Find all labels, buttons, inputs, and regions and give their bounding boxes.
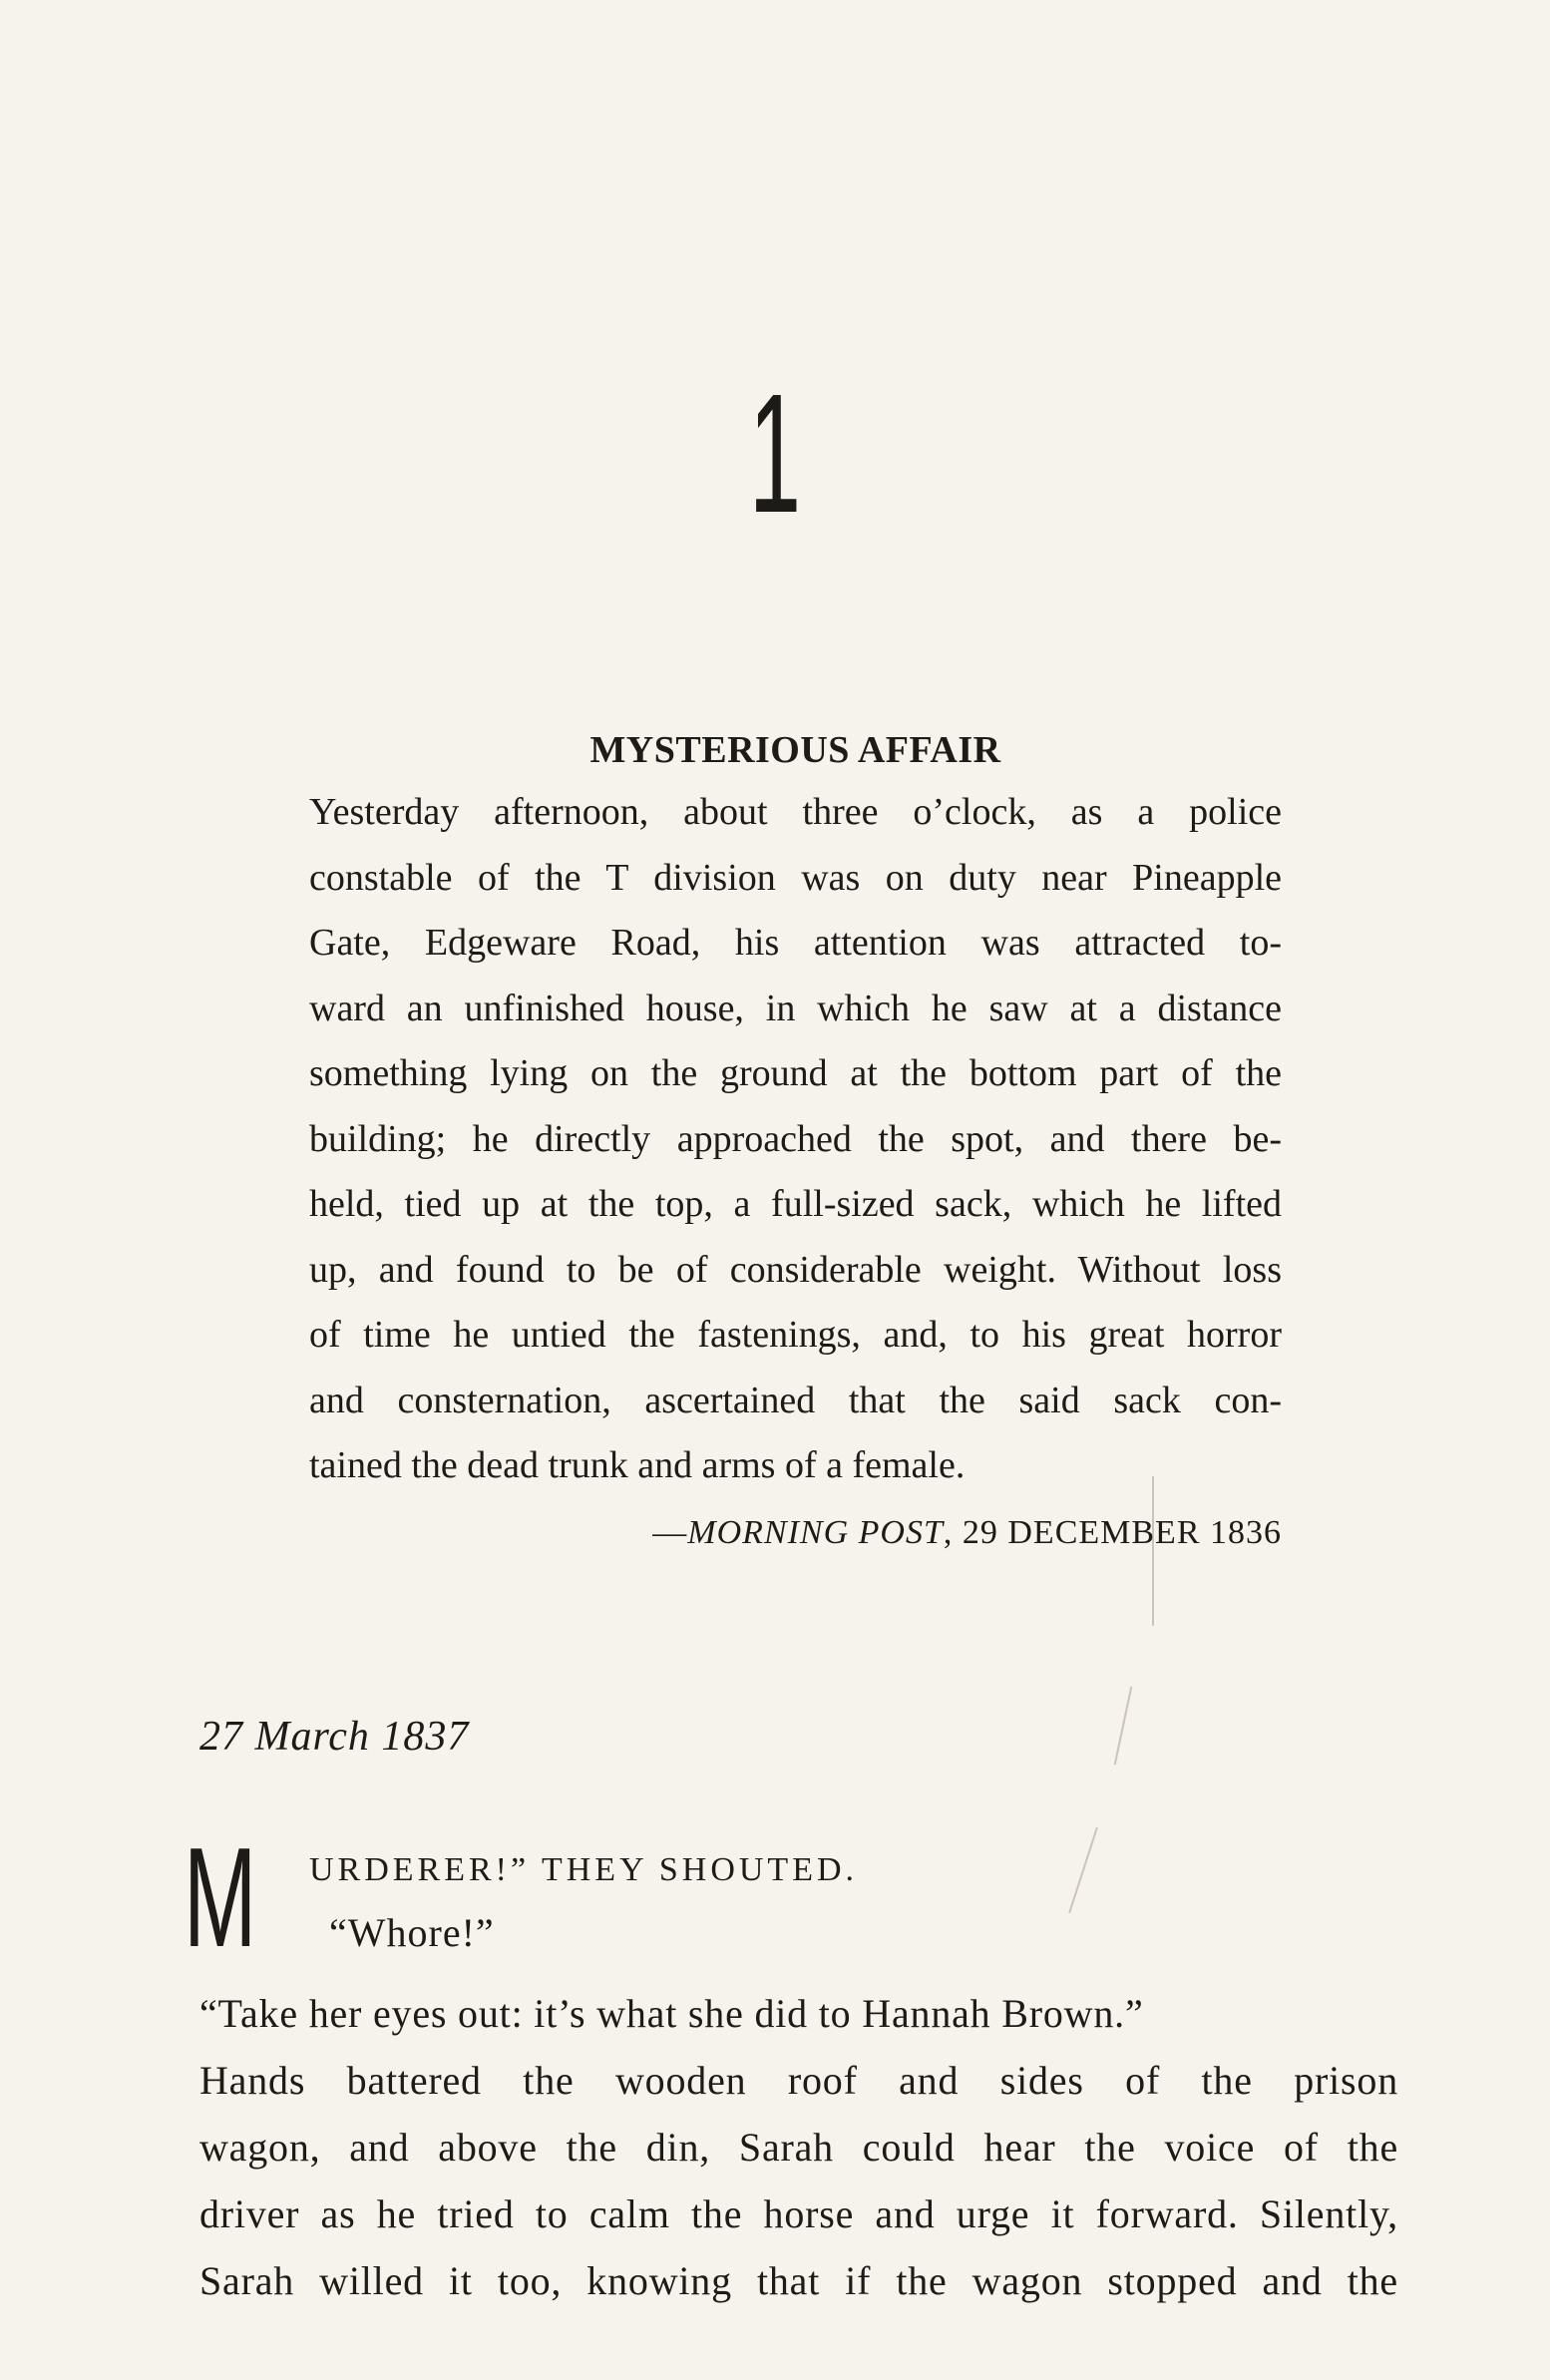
epigraph-line: Gate, Edgeware Road, his attention was attracted to- — [309, 922, 1282, 964]
epigraph-line: held, tied up at the top, a full-sized sack, which he lifted — [309, 1183, 1282, 1225]
epigraph-line: building; he directly approached the spot, and there be- — [309, 1117, 1282, 1160]
epigraph-source-dash: — — [652, 1513, 688, 1551]
epigraph-line: of time he untied the fastenings, and, to his great horror — [309, 1314, 1282, 1356]
scan-mark — [1114, 1687, 1133, 1766]
epigraph-line: ward an unfinished house, in which he saw at a distance — [309, 987, 1282, 1029]
epigraph-line: something lying on the ground at the bottom part of the — [309, 1052, 1282, 1094]
opening-line-2: “Whore!” — [329, 1910, 495, 1955]
body-line: driver as he tried to calm the horse and urge it forward. Silently, — [199, 2191, 1398, 2236]
epigraph-line: tained the dead trunk and arms of a female. — [309, 1444, 966, 1486]
drop-cap: M — [184, 1818, 257, 1977]
scan-mark — [1068, 1827, 1098, 1913]
epigraph-source — [309, 1503, 1282, 1563]
chapter-number: 1 — [748, 359, 801, 549]
date-heading: 27 March 1837 — [199, 1714, 470, 1760]
epigraph-source-date: , 29 DECEMBER 1836 — [943, 1513, 1282, 1551]
epigraph-title: MYSTERIOUS AFFAIR — [589, 729, 1001, 771]
epigraph-line: Yesterday afternoon, about three o’clock, as a police — [309, 791, 1282, 833]
epigraph-line: constable of the T division was on duty near Pineapple — [309, 856, 1282, 899]
opening-line: URDERER!” THEY SHOUTED. — [309, 1851, 859, 1888]
epigraph — [309, 720, 1282, 1563]
body-line: wagon, and above the din, Sarah could hear the voice of the — [199, 2125, 1398, 2170]
epigraph-line: up, and found to be of considerable weight. Without loss — [309, 1248, 1282, 1291]
body-line: Hands battered the wooden roof and sides of the prison — [199, 2058, 1398, 2103]
body-text — [199, 1980, 1398, 2314]
body-line: Sarah willed it too, knowing that if the wagon stopped and the — [199, 2258, 1398, 2303]
epigraph-body — [309, 780, 1282, 1499]
body-line: “Take her eyes out: it’s what she did to Hannah Brown.” — [199, 1991, 1144, 2036]
epigraph-source-publication: MORNING POST — [687, 1513, 944, 1551]
epigraph-line: and consternation, ascertained that the said sack con- — [309, 1379, 1282, 1421]
